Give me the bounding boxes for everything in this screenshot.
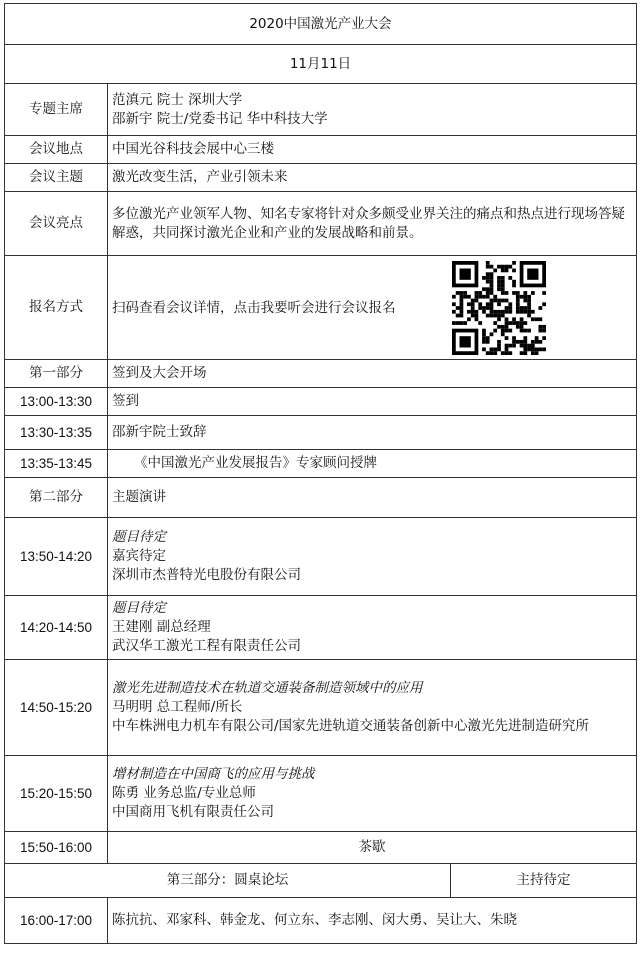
register-row bbox=[5, 256, 637, 360]
qr-code-icon[interactable] bbox=[452, 261, 546, 355]
venue-label: 会议地点 bbox=[5, 136, 108, 164]
talk-cell bbox=[108, 596, 637, 660]
talk-title: 题目待定 bbox=[112, 600, 166, 616]
talk-title: 题目待定 bbox=[112, 529, 166, 545]
page-title: 2020中国激光产业大会 bbox=[5, 4, 637, 45]
speaker: 陈勇 业务总监/专业总师 bbox=[112, 785, 256, 801]
time-slot: 15:50-16:00 bbox=[5, 832, 108, 864]
host: 主持待定 bbox=[451, 864, 637, 898]
talk-row bbox=[5, 596, 637, 660]
speaker: 嘉宾待定 bbox=[112, 548, 166, 564]
chair-line-1: 范滇元 院士 深圳大学 bbox=[112, 91, 243, 108]
time-slot: 13:30-13:35 bbox=[5, 416, 108, 450]
date: 11月11日 bbox=[5, 45, 637, 84]
talk-row bbox=[5, 756, 637, 832]
talk-cell bbox=[108, 756, 637, 832]
time-slot: 13:00-13:30 bbox=[5, 388, 108, 416]
time-slot: 16:00-17:00 bbox=[5, 898, 108, 944]
talk-row bbox=[5, 660, 637, 756]
schedule-text: 《中国激光产业发展报告》专家顾问授牌 bbox=[108, 450, 637, 478]
time-slot: 14:50-15:20 bbox=[5, 660, 108, 756]
talk-cell bbox=[108, 660, 637, 756]
panel-row bbox=[5, 898, 637, 944]
highlight-row bbox=[5, 192, 637, 256]
venue-value: 中国光谷科技会展中心三楼 bbox=[108, 136, 637, 164]
chair-label: 专题主席 bbox=[5, 84, 108, 136]
schedule-row bbox=[5, 388, 637, 416]
time-slot: 14:20-14:50 bbox=[5, 596, 108, 660]
chair-row bbox=[5, 84, 637, 136]
register-cell bbox=[108, 256, 637, 360]
break-row bbox=[5, 832, 637, 864]
register-value: 扫码查看会议详情，点击我要听会进行会议报名 bbox=[112, 299, 396, 316]
theme-row bbox=[5, 164, 637, 192]
part1-title: 签到及大会开场 bbox=[108, 360, 637, 388]
time-slot: 13:50-14:20 bbox=[5, 518, 108, 596]
part2-label: 第二部分 bbox=[5, 478, 108, 518]
organization: 深圳市杰普特光电股份有限公司 bbox=[112, 567, 301, 583]
talk-row bbox=[5, 518, 637, 596]
talk-title: 激光先进制造技术在轨道交通装备制造领域中的应用 bbox=[112, 680, 423, 696]
organization: 武汉华工激光工程有限责任公司 bbox=[112, 638, 301, 654]
break-text: 茶歇 bbox=[108, 832, 637, 864]
register-label: 报名方式 bbox=[5, 256, 108, 360]
agenda-table bbox=[4, 3, 637, 944]
venue-row bbox=[5, 136, 637, 164]
organization: 中车株洲电力机车有限公司/国家先进轨道交通装备创新中心激光先进制造研究所 bbox=[112, 718, 590, 734]
organization: 中国商用飞机有限责任公司 bbox=[112, 804, 274, 820]
part2-header-row bbox=[5, 478, 637, 518]
part3-label: 第三部分：圆桌论坛 bbox=[5, 864, 451, 898]
highlight-label: 会议亮点 bbox=[5, 192, 108, 256]
schedule-text: 邵新宇院士致辞 bbox=[108, 416, 637, 450]
talk-title: 增材制造在中国商飞的应用与挑战 bbox=[112, 766, 315, 782]
highlight-value: 多位激光产业领军人物、知名专家将针对众多颇受业界关注的痛点和热点进行现场答疑解惑，共同探讨激光企业和产业的发展战略和前景。 bbox=[108, 192, 637, 256]
theme-label: 会议主题 bbox=[5, 164, 108, 192]
schedule-row bbox=[5, 450, 637, 478]
part1-header-row bbox=[5, 360, 637, 388]
chair-value bbox=[108, 84, 637, 136]
theme-value: 激光改变生活，产业引领未来 bbox=[108, 164, 637, 192]
panelists: 陈抗抗、邓家科、韩金龙、何立东、李志刚、闵大勇、吴让大、朱晓 bbox=[108, 898, 637, 944]
part1-label: 第一部分 bbox=[5, 360, 108, 388]
speaker: 马明明 总工程师/所长 bbox=[112, 699, 243, 715]
part2-title: 主题演讲 bbox=[108, 478, 637, 518]
time-slot: 15:20-15:50 bbox=[5, 756, 108, 832]
schedule-text: 签到 bbox=[108, 388, 637, 416]
chair-line-2: 邵新宇 院士/党委书记 华中科技大学 bbox=[112, 110, 328, 127]
talk-cell bbox=[108, 518, 637, 596]
schedule-row bbox=[5, 416, 637, 450]
part3-header-row bbox=[5, 864, 637, 898]
time-slot: 13:35-13:45 bbox=[5, 450, 108, 478]
speaker: 王建刚 副总经理 bbox=[112, 619, 211, 635]
